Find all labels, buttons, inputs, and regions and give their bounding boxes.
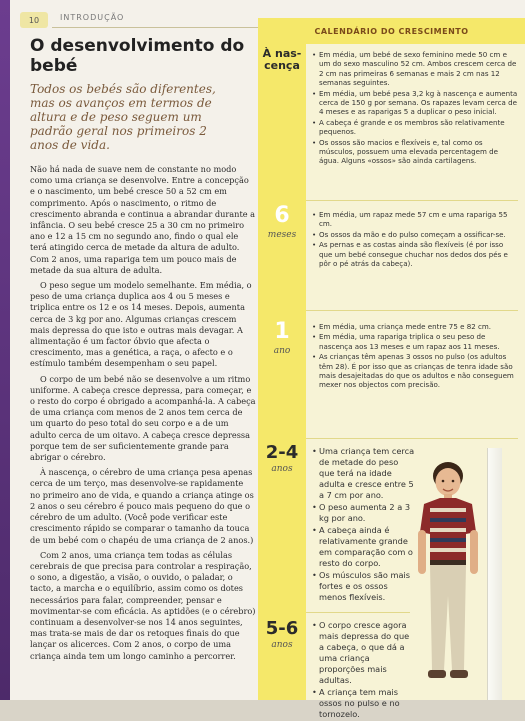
stage-item: • As crianças têm apenas 3 ossos no pulso (os adultos têm 28). É por isso que as crianças de tenra idade são mais desajeitadas do que os adultos e não conseguem mexer nos objectos com precisão. — [312, 352, 518, 390]
header-divider — [52, 27, 262, 28]
stage-item: • Em média, um bebé pesa 3,2 kg à nascença e aumenta cerca de 150 g por semana. Os rapazes levam cerca de 4 meses e as raparigas 5 a duplicar o peso inicial. — [312, 89, 518, 117]
stage-age-unit: ano — [273, 346, 291, 356]
article-column — [24, 36, 256, 696]
stage-age-1-year — [258, 320, 306, 356]
stage-item: • Os ossos da mão e do pulso começam a ossificar-se. — [312, 230, 518, 239]
stage-item: • Em média, uma criança mede entre 75 e 82 cm. — [312, 322, 518, 331]
stage-item: • A cabeça ainda é relativamente grande em comparação com o resto do corpo. — [312, 525, 416, 569]
stage-age-unit: meses — [267, 230, 297, 240]
stage-item: • Os músculos são mais fortes e os ossos menos flexíveis. — [312, 570, 416, 603]
article-paragraph: À nascença, o cérebro de uma criança pesa apenas cerca de um terço, mas desenvolve-se rapidamente no primeiro ano de vida, e quando a criança atinge os 2 anos o seu cérebro é pouco mais pequeno do que o cérebro de um adulto. (Você pode verificar este crescimento rápido se comparar o tamanho da touca de um bebé com o chapéu de uma criança de 2 anos.) — [30, 467, 254, 545]
calendar-title: CALENDÁRIO DO CRESCIMENTO — [258, 18, 525, 44]
stage-item: • Os ossos são macios e flexíveis e, tal como os músculos, possuem uma elevada percentagem de água. Alguns «ossos» são ainda cartilagens. — [312, 138, 518, 166]
stage-item: • Uma criança tem cerca de metade do peso que terá na idade adulta e cresce entre 5 a 7 cm por ano. — [312, 446, 416, 501]
stage-item: • A criança tem mais ossos no pulso e no tornozelo. — [312, 687, 416, 720]
article-paragraph: O corpo de um bebé não se desenvolve a um ritmo uniforme. A cabeça cresce depressa, para começar, e o resto do corpo é obrigado a acompanhá-la. A cabeça de uma criança com menos de 2 anos tem cerca de um quarto do peso total do seu corpo e a de um adulto cerca de um oitavo. A cabeça cresce depressa porque tem de ser suficientemente grande para abrigar o cérebro. — [30, 373, 256, 463]
article-title: O desenvolvimento do bebé — [30, 36, 245, 76]
stage-age-2-4-years — [258, 444, 306, 474]
article-body — [24, 164, 256, 662]
child-photo-illustration — [410, 456, 486, 700]
stage-item: • As pernas e as costas ainda são flexíveis (é por isso que um bebé consegue chuchar nos dedos dos pés e pôr o pé atrás da cabeça). — [312, 240, 518, 268]
stage-age-unit: anos — [271, 464, 293, 474]
stage-divider — [306, 438, 518, 439]
height-chart-ruler — [487, 448, 502, 700]
stage-item: • A cabeça é grande e os membros são relativamente pequenos. — [312, 118, 518, 137]
stage-age-label: À nas- cença — [262, 47, 302, 72]
stage-divider — [306, 310, 518, 311]
stage-divider — [306, 612, 410, 613]
stage-age-label: 6 — [274, 203, 290, 228]
article-subtitle: Todos os bebés são diferentes, mas os avanços em termos de altura e de peso seguem um padrão geral nos primeiros 2 anos de vida. — [30, 82, 216, 152]
stage-age-birth — [258, 48, 306, 72]
stage-entries-birth — [312, 50, 518, 167]
stage-age-label: 1 — [274, 319, 290, 344]
section-label: INTRODUÇÃO — [60, 13, 125, 22]
stage-age-5-6-years — [258, 620, 306, 650]
stage-item: • Em média, um rapaz mede 57 cm e uma rapariga 55 cm. — [312, 210, 518, 229]
stage-entries-1-year — [312, 322, 518, 391]
stage-age-label: 2-4 — [265, 442, 299, 463]
stage-entries-2-4-years — [312, 446, 416, 604]
article-paragraph: Com 2 anos, uma criança tem todas as células cerebrais de que precisa para controlar a respiração, o sono, a digestão, a visão, o ouvido, o paladar, o tacto, a marcha e o equilíbrio, assim como os dotes necessários para falar, compreender, pensar e movimentar-se com eficácia. As aptidões (e o cérebro) continuam a desenvolver-se nos 14 anos seguintes, mas trata-se mais de dar os retoques finais do que lançar os alicerces. Com 2 anos, o corpo de uma criança ainda tem um longo caminho a percorrer. — [30, 549, 256, 661]
article-paragraph: O peso segue um modelo semelhante. Em média, o peso de uma criança duplica aos 4 ou 5 meses e triplica entre os 12 e os 14 meses. Depois, aumenta cerca de 3 kg por ano. Algumas crianças crescem mais depressa do que isto e outras mais devagar. A alimentação é um factor óbvio que afecta o crescimento, mas a genética, a raça, o afecto e o estímulo também desempenham o seu papel. — [30, 280, 252, 369]
stage-item: • O corpo cresce agora mais depressa do que a cabeça, o que dá a uma criança proporções mais adultas. — [312, 620, 416, 686]
stage-entries-5-6-years — [312, 620, 416, 721]
stage-divider — [306, 200, 518, 201]
stage-item: • O peso aumenta 2 a 3 kg por ano. — [312, 502, 416, 524]
article-paragraph: Não há nada de suave nem de constante no modo como uma criança se desenvolve. Entre a concepção e o nascimento, um bebé cresce 50 a 52 cm em comprimento. Após o nascimento, o ritmo de crescimento abranda e continua a abrandar durante a infância. O seu bebé cresce 25 a 30 cm no primeiro ano e 12 a 15 cm no segundo ano, findo o qual ele terá atingido cerca de metade da altura de adulto. Com 2 anos, uma rapariga tem um pouco mais de metade da sua altura de adulta. — [30, 164, 256, 275]
stage-age-label: 5-6 — [265, 618, 299, 639]
stage-age-6-months — [258, 204, 306, 240]
stage-entries-6-months — [312, 210, 518, 269]
stage-item: • Em média, um bebé de sexo feminino mede 50 cm e um do sexo masculino 52 cm. Ambos crescem cerca de 2 cm nas primeiras 6 semanas e mais 2 cm nas 12 semanas seguintes. — [312, 50, 518, 88]
stage-age-unit: anos — [271, 640, 293, 650]
page-number: 10 — [20, 12, 48, 28]
age-column — [258, 44, 306, 700]
page-edge-strip — [0, 0, 10, 700]
stage-item: • Em média, uma rapariga triplica o seu peso de nascença aos 13 meses e um rapaz aos 11 meses. — [312, 332, 518, 351]
